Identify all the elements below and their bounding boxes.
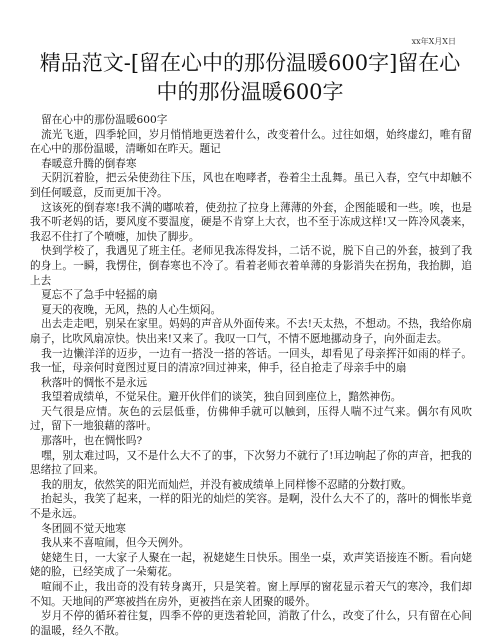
body-paragraph: 夏天的夜晚，无风，热的人心生烦闷。 [41,303,222,316]
body-paragraph: 我的朋友，依然笑的阳光而灿烂，并没有被成绩单上同样惨不忍睹的分数打败。 [41,478,412,491]
body-paragraph: 我一边懒洋洋的迈步，一边有一搭没一搭的答话。一回头，却看见了母亲挥汗如雨的样子。我一怔，母亲何时竟图过夏日的清凉?回过神来，伸手，径自抢走了母亲手中的扇 [30,347,472,375]
body-paragraph: 我望着成绩单，不觉呆住。避开伙伴们的谈笑，独自回到座位上，黯然神伤。 [41,391,402,404]
section-heading-spring: 春暖意升腾的倒春寒 [41,157,137,170]
body-paragraph: 姥姥生日，一大家子人聚在一起，祝姥姥生日快乐。围坐一桌，欢声笑语接连不断。看向姥姥的脸，已经笑成了一朵菊花。 [30,551,472,579]
body-paragraph: 那落叶，也在惆怅吗? [41,435,143,448]
closing-paragraph: 岁月不停的循环着往复，四季不停的更迭着轮回，消散了什么，改变了什么，只有留在心间的温暖，经久不散。 [30,610,472,637]
body-paragraph: 我从来不喜喧闹，但今天例外。 [41,537,190,550]
body-paragraph: 快到学校了，我遇见了班主任。老师见我冻得发抖，二话不说，脱下自己的外套，披到了我的身上。一瞬，我愣住，倒春寒也不冷了。看着老师衣着单薄的身影消失在拐角，我抬脚，追上去 [30,245,472,287]
body-paragraph: 天气很是应情。灰色的云层低垂，仿佛伸手就可以触到，压得人喘不过气来。偶尔有风吹过，留下一地狼藉的落叶。 [30,405,472,433]
article-heading: 留在心中的那份温暖600字 [41,114,168,126]
section-heading-autumn: 秋落叶的惆怅不是永远 [41,376,148,389]
body-paragraph: 天阴沉着脸，把云朵使劲往下压，风也在咆哮者，卷着尘土乱舞。虽已入春，空气中却触不到任何暖意，反而更加干冷。 [30,172,472,199]
section-heading-summer: 夏忘不了急手中轻摇的扇 [41,289,158,302]
body-paragraph: 嘿，别太难过吗，又不是什么大不了的事，下次努力不就行了!耳边响起了你的声音，把我的思绪拉了回来。 [30,449,472,477]
document-date: xx年X月X日 [411,37,456,46]
document-body [30,113,472,638]
body-paragraph: 抬起头，我笑了起来，一样的阳光的灿烂的笑容。是啊，没什么大不了的，落叶的惆怅毕竟不是永远。 [30,493,472,521]
document-title: 精品范文-[留在心中的那份温暖600字]留在心中的那份温暖600字 [39,51,461,104]
body-paragraph: 这该死的倒春寒!我不满的嘟哝着，使劲拉了拉身上薄薄的外套，企图能暖和一些。唉，也是我不听老妈的话，要风度不要温度，硬是不肯穿上大衣，也不至于冻成这样!又一阵冷风袭来，我忍不住打了个喷嚏，加快了脚步。 [30,201,472,243]
body-paragraph: 喧闹不止，我出奇的没有转身离开，只是笑着。窗上厚厚的窗花显示着天气的寒冷，我们却不知。天地间的严寒被挡在房外，更被挡在亲人团聚的暖外。 [30,581,472,608]
intro-paragraph: 流光飞逝，四季轮回，岁月悄悄地更迭着什么，改变着什么。过往如烟，始终虚幻，唯有留在心中的那份温暖，清晰如在昨天。题记 [30,128,472,156]
body-paragraph: 出去走走吧，别呆在家里。妈妈的声音从外面传来。不去!天太热，不想动。不热，我给你扇扇子，比吹风扇凉快。快出来!又来了。我叹一口气，不情不愿地挪动身子，向外面走去。 [30,318,472,345]
section-heading-winter: 冬团圆不觉天地寒 [41,522,126,535]
